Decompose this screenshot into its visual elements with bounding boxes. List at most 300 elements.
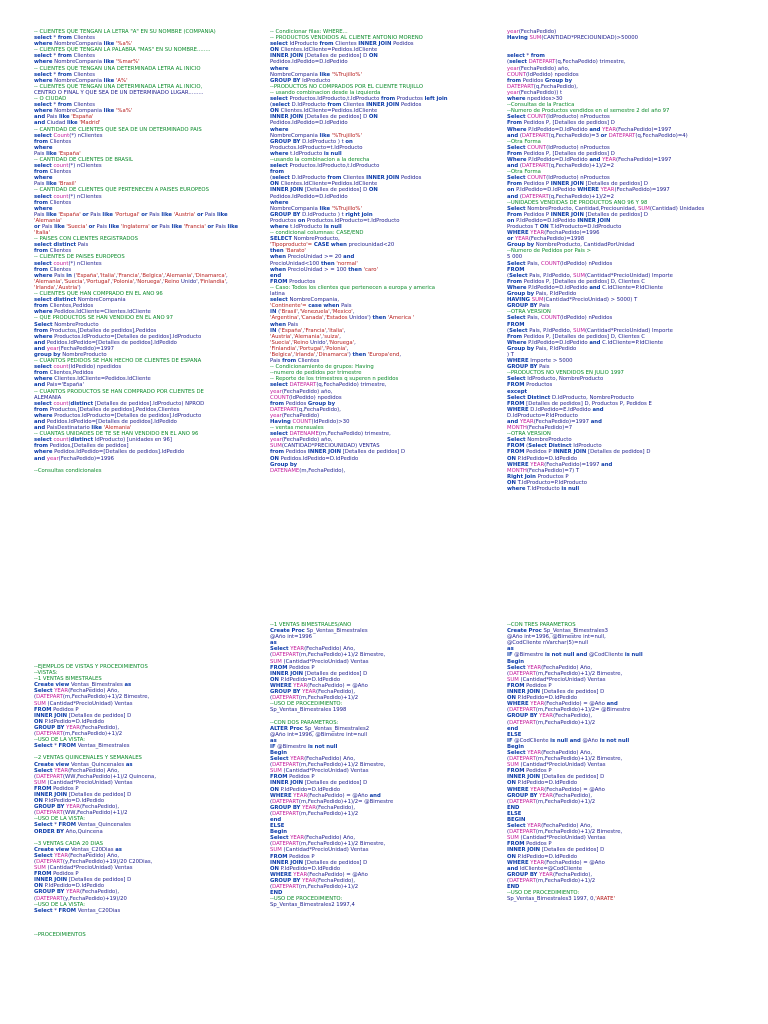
code-line: select * from [507,53,545,60]
code-line: --2 VENTAS QUINCENALES Y SEMANALES [34,755,142,762]
code-line: and PaisDestinatario like 'Alemania' [34,425,132,432]
code-line: --EJEMPLOS DE VISTAS Y PROCEDIMIENTOS [34,664,148,670]
code-line: PrecioUnidad<100 then 'normal' [270,260,358,267]
code-line: Productos.IdProducto=t.IdProducto [270,144,363,151]
code-line: IN ('Brasil','Venezuela','Mexico', [270,309,355,316]
code-line: MONTH(FechaPedido)=7) T [507,467,580,474]
code-line: From Pedidos P INNER JOIN [Detalles de pedidos] D [507,211,648,218]
code-line: Select YEAR(FechaPedido) Año, [34,852,120,859]
code-line: select * from Clientes [34,35,95,42]
code-line: Begin [507,658,525,665]
code-line: Sp_Ventas_Bimestrales2 1997,4 [270,902,355,909]
code-line: (DATEPART(m,FechaPedido)+1)/2= @Bimestre [270,798,394,805]
code-line: --OTRA VERSION [507,431,551,438]
code-line: and (DATEPART(q,FechaPedido)+1)/2=2 [507,163,615,170]
code-line: and Ciudad like 'Madrid' [34,120,101,127]
code-line: ON Clientes.IdCliente=Pedidos.IdCliente [270,181,378,188]
code-line: Select COUNT(IdProducto) nProductos [507,175,610,182]
code-line: GROUP BY D.IdProducto ) t right join [270,211,373,218]
code-line: ON P.IdPedido=D.IdPedido [34,883,105,890]
code-line: GROUP BY YEAR(FechaPedido), [507,792,593,799]
code-line: END [270,890,283,897]
code-line: 'Alemania','Suecia','Portugal','Polonia','Noruega','Reino Unido','Finlandia', [34,278,228,285]
code-line: Select NombreProducto [507,437,572,444]
code-line: FROM Productos [270,278,316,285]
code-line: Select YEAR(FechaPedido) Año, [507,664,593,671]
code-line: SUM (Cantidad*PrecioUnidad) Ventas [270,847,369,854]
code-line: ELSE [270,823,285,830]
code-line: --USO DE LA VISTA: [34,816,86,823]
code-line: -- CLIENTES QUE TENGAN LA LETRA "A" EN SU NOMBRE (COMPAÑIA) [34,29,216,35]
code-line: from Clientes [34,248,72,255]
code-line: -- Reporte de los trimestres q superen n pedidos [270,376,399,383]
code-line: WHERE YEAR(FechaPedido) = @Año and [507,701,618,708]
code-line: Having SUM(CANTIDAD*PRECIOUNIDAD)>50000 [507,35,638,42]
code-column-1 [34,29,270,474]
code-line: (DATEPART(m,FechaPedido)+1)/2 Bimestre, [507,829,623,836]
code-line: and IdCliente=@CodCliente [507,865,582,872]
code-line: as [270,737,277,744]
code-line: (DATEPART(m,FechaPedido)+1)/2 [270,884,359,891]
code-line: Create Proc Sp_Ventas_Bimestrales3 [507,628,609,635]
code-line: group by NombreProducto [34,351,107,358]
code-line: -- condicional columnas: CASE/END [270,230,364,237]
code-line: SUM (Cantidad*PrecioUnidad) Ventas [507,762,606,769]
code-line: select distinct Pais [34,242,89,249]
code-line: -- CUANTOS PRODUCTOS SE HAN COMPRADO POR CLIENTES DE [34,388,204,395]
code-line: where NombreCompania like 'A%' [34,77,128,84]
code-line: HAVING SUM(Cantidad*PrecioUnidad) > 5000) T [507,297,638,304]
code-line: Group by [270,461,298,468]
code-line: WHERE D.IdPedido=E.IdPedido and [507,406,604,413]
code-line: ALEMANIA [34,394,62,401]
code-line: Where P.IdPedido=D.IdPedido and C.IdCliente=P.IdCliente [507,339,664,346]
code-line: Select IdProducto, NombreProducto [507,376,604,383]
code-line: Select YEAR(FechaPedido) Año, [270,835,356,842]
code-line: (select DATEPART(q,FechaPedido) trimestre, [507,59,626,66]
code-line: (DATEPART(m,FechaPedido)+1)/2 Bimestre, [507,756,623,763]
code-line: where Productos.IdProducto=[Detalles de pedidos].IdProducto [34,333,202,340]
code-line: year(FechaPedido) [270,412,320,419]
code-line: ALTER Proc Sp_Ventas_Bimestrales2 [270,725,370,732]
code-line: and YEAR(FechaPedido)=1997 and [507,419,602,425]
code-line: Select NombreProducto [34,321,99,328]
code-line: ON P.IdPedido=D.IdPedido [507,780,578,787]
code-line: Select Distinct D.IdProducto, NombreProducto [507,394,634,401]
code-line: (DATEPART(m,FechaPedido)+1)/2 Bimestre, [270,841,386,848]
code-line: GROUP BY Pais [507,364,550,371]
code-line: Create Proc Sp_Ventas_Bimestrales [270,628,368,635]
code-line: ELSE [507,810,522,817]
code-line: INNER JOIN [Detalles de pedidos] D ON [270,187,378,194]
code-line: DATENAME(m,FechaPedido), [270,467,346,474]
code-line: FROM Pedidos P [34,706,79,713]
code-line: Right Join Productos P [507,473,569,480]
code-line: from Pedidos Group by [507,77,573,84]
code-line: (DATEPART(m,FechaPedido)+1)/2 [270,695,359,702]
code-line: Select YEAR(FechaPedido) Año, [270,756,356,763]
code-line: --Numero de Productos vendidos en el semestre 2 del año 97 [507,108,670,115]
code-line: Select Pais, COUNT(IdPedido) nPedidos [507,315,613,322]
code-column-5 [270,622,502,908]
code-line: --USO DE PROCEDIMIENTO: [270,701,343,708]
code-line: select count(distinct IdProducto) [unidades en 96] [34,437,172,444]
code-line: Begin [507,743,525,750]
code-line: NombreCompania like '%Trujillo%' [270,132,362,139]
code-line: INNER JOIN [Detalles de pedidos] D ON [270,53,378,60]
code-line: WHERE YEAR(FechaPedido) = @Año [270,871,368,878]
code-column-2 [270,29,502,474]
code-line: D.IdProducto=P.IdProducto [507,412,578,419]
code-line: where [270,65,289,72]
code-line: year(FechaPedido) año, [270,388,333,395]
code-line: WHERE YEAR(FechaPedido) = @Año and [270,792,381,799]
code-line: DATEPART(q,FechaPedido), [507,83,578,90]
code-line: 'Irlanda','Austria') [34,284,81,291]
code-line: Select COUNT(IdProducto) nProductos [507,144,610,151]
code-line: FROM Pedidos P [270,664,315,671]
code-line: -- CANTIDAD DE CLIENTES QUE SEA DE UN DETERMINADO PAIS [34,126,202,133]
code-line: Sp_Ventas_Bimestrales3 1997, 0,'ARATE' [507,896,615,903]
code-line: select NombreCompania, [270,297,340,304]
code-line: IF @CodCliente is null and @Año is not null [507,737,630,744]
code-line: WHERE YEAR(FechaPedido) = @Año [270,682,368,689]
code-line: 'Italia' [34,230,50,237]
code-line: -- CLIENTES QUE TENGAN UNA DETERMINADA LETRA AL INICIO, [34,83,203,90]
code-line: INNER JOIN [Detalles de pedidos] D [270,859,368,866]
code-line: (DATEPART(y,FechaPedido)+19)/20 C20Dias, [34,859,153,865]
code-line: INNER JOIN [Detalles de pedidos] D [270,670,368,677]
code-line: ON P.IdPedido=D.IdPedido [270,676,341,683]
code-line: NombreCompania like '%Trujillo%' [270,205,362,212]
code-line: from Clientes [34,169,72,176]
code-line: Create view Ventas_Quincenales as [34,761,133,768]
code-line: FROM Productos [507,382,553,389]
code-line: FROM [507,321,525,328]
code-line: Select YEAR(FechaPedido) Año, [34,767,120,774]
code-line: --VISTAS: [34,670,58,677]
code-line: except [507,388,528,395]
code-line: INNER JOIN [Detalles de pedidos] D [34,877,132,884]
code-line: -- usando combinacion desde la izquierda [270,89,381,96]
code-line: --CON TRES PARAMETROS [507,622,576,628]
code-line: -- CLIENTES QUE HAN COMPRADO EN EL AÑO 96 [34,291,163,298]
code-line: Pais from Clientes [270,358,320,365]
code-line: ORDER BY Año,Quincena [34,828,103,835]
code-line: -- CUANTOS PEDIDOS SE HAN HECHO DE CLIENTES DE ESPAÑA [34,358,202,365]
code-line: ON P.IdPedido=D.IdPedido [507,695,578,702]
code-line: (DATEPART(m,FechaPedido)+1)/2 Bimestre, [270,652,386,659]
code-line: GROUP BY D.IdProducto ) t on [270,138,353,145]
code-line: (DATEPART(m,FechaPedido)+1)/2 [270,810,359,817]
code-line: (DATEPART(m,FechaPedido)+1)/2 [507,877,596,884]
code-line: (DATEPART(WW,FechaPedido)+1)/2 [34,810,128,817]
code-line: when Pais [270,321,299,328]
code-line: -- CANTIDAD DE CLIENTES QUE PERTENECEN A PAISES EUROPEOS [34,187,209,194]
code-line: (DATEPART(m,FechaPedido)+1)/2 [507,719,596,726]
code-column-3 [507,29,745,492]
code-line: --USO DE LA VISTA: [34,737,86,744]
code-line: SUM (Cantidad*PrecioUnidad) Ventas [507,835,606,842]
code-line: year(FechaPedido)) t [507,89,563,96]
code-line: select count(*) nClientes [34,193,102,200]
code-line: and Pedidos.IdPedido=[Detalles de pedidos].IdPedido [34,419,177,425]
code-line: Create view Ventas_C20Dias as [34,846,122,853]
code-line: where [34,205,53,212]
code-line: where NombreCompania like '%a%' [34,108,133,115]
code-line: select Count(*) nClientes [34,132,103,139]
code-line: END [507,884,520,891]
code-line: Create view Ventas_Bimestrales as [34,682,132,689]
code-line: @Año int=1996 [270,634,313,641]
code-line: WHERE Importe > 5000 [507,358,573,365]
code-line: (Select Pais, P.IdPedido, SUM(Cantidad*PrecioUnidad) Importe [507,327,673,334]
code-line: latina [270,291,285,298]
code-line: SUM (Cantidad*PrecioUnidad) Ventas [34,779,133,786]
code-line: COUNT(IdPedido) npedidos [270,394,342,401]
code-line: INNER JOIN [Detalles de pedidos] D [270,780,368,787]
code-line: GROUP BY YEAR(FechaPedido), [507,871,593,878]
code-line: (DATEPART(m,FechaPedido)+1)/2 [34,731,123,738]
code-line: CENTRO O FINAL Y QUE SEA DE UN DETERMINADO LUGAR......... [34,89,204,96]
code-line: From Pedidos P, [Detalles de pedidos] D [507,120,615,127]
code-line: where T.IdProducto is null [507,486,580,493]
code-line: FROM Pedidos P [507,841,552,848]
code-line: (DATEPART(m,FechaPedido)+1)/2 Bimestre, [34,694,150,701]
code-line: where t.IdProducto is null [270,150,342,157]
code-line: Pais like 'Brasil' [34,181,77,188]
code-line: -- CLIENTES QUE TENGAN UNA DETERMINADA LETRA AL INICIO [34,65,201,72]
code-line: and (DATEPART(q,FechaPedido)+1)/2=2 [507,193,615,200]
code-line: -- QUE PRODUCTOS SE HAN VENDIDO EN EL AÑO 97 [34,315,174,322]
code-line: DATEPART(q,FechaPedido), [270,406,341,413]
code-line: Where P.IdPedido=D.IdPedido and YEAR(FechaPedido)=1997 [507,126,672,133]
code-line: and Pais like 'España' [34,114,94,121]
code-line: Group by NombreProducto, CantidadPorUnidad [507,242,635,249]
code-line: NombreCompania like '%Trujillo%' [270,71,362,78]
code-line: @CodCliente nVarchar(5)=null [507,640,589,647]
code-line: and Pais='España' [34,382,84,389]
code-line: --CON DOS PARAMETROS: [270,719,339,726]
code-line: where [34,144,53,151]
code-line: where Pais in ('España','Italia','Francia','Belgica','Alemania','Dinamarca', [34,272,228,279]
code-line: from Pedidos INNER JOIN [Detalles de pedidos] D [270,449,406,456]
code-line: select * from Clientes [34,53,95,60]
code-line: then 'Barato' [270,248,306,255]
code-line: FROM [507,266,525,273]
code-line: when PrecioUnidad >= 20 and [270,254,355,261]
code-line: Select * FROM Ventas_Bimestrales [34,743,130,750]
code-line: ON Clientes.IdCliente=Pedidos.IdCliente [270,47,378,54]
code-line: year(FechaPedido) año, [507,65,570,72]
code-line: Select YEAR(FechaPedido) Año, [34,688,120,695]
code-line: select count(*) nClientes [34,163,102,170]
code-line: GROUP BY YEAR(FechaPedido), [34,889,120,896]
code-line: ON P.IdPedido=D.IdPedido [270,865,341,872]
code-line: where NombreCompania like '%mar%' [34,59,140,66]
code-line: select Productos.IdProducto,t.IdProducto [270,163,380,170]
code-line: where t.IdProducto is null [270,224,342,230]
code-line: end [270,817,282,823]
code-line: --numero de pedidos por trimestre [270,370,362,377]
code-line: GROUP BY YEAR(FechaPedido), [507,713,593,720]
code-line: SUM (Cantidad*PrecioUnidad) Ventas [34,700,133,707]
code-line: --1 VENTAS BIMESTRALES/AÑO [270,622,352,628]
code-line: ON Pedidos.IdPedido=D.IdPedido [270,455,359,462]
code-line: select distinct NombreCompania [34,297,126,304]
code-line: when PrecioUnidad > = 100 then 'caro' [270,266,378,273]
code-line: -- ventas mensuales [270,425,324,432]
code-line: Select COUNT(IdProducto) nProductos [507,114,610,121]
code-line: From Pedidos P, [Detalles de pedidos] D [507,150,615,157]
code-line: select * from Clientes [34,71,95,78]
code-line: From Pedidos P, [Detalles de pedidos] D, Clientes C [507,278,645,285]
code-line: From Pedidos P INNER JOIN [Detalles de pedidos] D [507,181,648,188]
code-line: @Año int=1996, @Bimestre int=null, [507,634,606,641]
code-line: -- CLIENTES DE PAISES EUROPEOS [34,254,125,261]
code-line: from Clientes [34,138,72,145]
code-line: WHERE YEAR(FechaPedido) = @Año [507,786,605,793]
code-line: Select NombreProducto, Cantidad,Preciounidad, SUM(Cantidad) Unidades [507,205,705,212]
code-line: --3 VENTAS CADA 20 DIAS [34,840,103,847]
code-line: --Consultas de la Practica [507,102,575,109]
code-line: END [507,804,520,811]
code-line: Select YEAR(FechaPedido) Año, [270,646,356,653]
code-line: ON P.IdPedido=D.IdPedido [34,718,105,725]
code-line: (DATEPART(m,FechaPedido)+1)/2 Bimestre, [270,762,386,769]
code-line: Pedidos.IdPedido=D.IdPedido [270,59,348,66]
code-line: --USO DE PROCEDIMIENTO: [507,890,580,897]
code-line: 'Finlandia','Portugal','Polonia', [270,345,349,352]
code-line: 'Alemania' [34,217,62,224]
code-line: 'Suecia','Reino Unido','Noruega', [270,339,356,346]
code-line: Sp_Ventas_Bimestrales 1998 [270,707,347,714]
code-line: select DATEPART(q,FechaPedido) trimestre, [270,382,387,389]
code-line: where Clientes.IdCliente=Pedidos.IdCliente [34,376,151,383]
code-line: 'Continente'= case when Pais [270,303,352,310]
code-line: INNER JOIN [Detalles de pedidos] D [507,689,605,696]
code-line: 'Tipoproducto'= CASE when preciounidad<20 [270,242,395,249]
code-line: IF @Bimestre is not null and @CodCliente is null [507,652,643,659]
code-line: select count(*) nClientes [34,260,102,267]
code-line: SELECT NombreProducto, [270,236,340,243]
code-line: where Pedidos.IdCliente=Clientes.IdCliente [34,309,151,316]
code-line: FROM Pedidos P [34,871,79,878]
code-line: (select D.IdProducto from Clientes INNER JOIN Pedidos [270,102,422,109]
code-line: -- O CIUDAD [34,96,67,103]
code-line: ON P.IdPedido=D.IdPedido [34,798,105,805]
code-line: Begin [270,749,288,756]
code-line: select DATENAME(m,FechaPedido) trimestre, [270,431,391,438]
code-line: from Clientes [34,266,72,273]
code-line: on P.IdPedido=D.IdPedido WHERE YEAR(FechaPedido)=1997 [507,187,670,194]
code-line: from [270,169,285,176]
code-line: WHERE YEAR(FechaPedido)=1997 and [507,461,613,468]
code-line: SUM (Cantidad*PrecioUnidad) Ventas [507,676,606,683]
code-line: INNER JOIN [Detalles de pedidos] D [34,791,132,798]
code-line: --Otra Forma [507,169,541,176]
code-line: GROUP BY YEAR(FechaPedido), [270,689,356,696]
code-line: GROUP BY YEAR(FechaPedido), [34,804,120,811]
code-line: BEGIN [507,817,526,823]
code-line: @Año int=1996, @Bimestre int=null [270,731,368,738]
code-column-4 [34,664,262,938]
code-line: FROM Pedidos P [507,768,552,775]
code-line: from Clientes,Pedidos [34,303,94,310]
code-line: where Pedidos.IdPedido=[Detalles de pedidos].IdPedido [34,449,185,456]
code-line: --PRODUCTOS NO VENDIDOS EN JULIO 1997 [507,370,624,377]
code-line: select count(distinct [Detalles de pedidos].IdProducto) NPROD [34,400,205,407]
code-line: or Pais like 'Suecia' or Pais like 'Inglaterra' or Pais like 'Francia' or Pais like [34,224,239,230]
code-line: Select * FROM Ventas_C20Dias [34,907,121,914]
code-line: -- CUANTAS UNIDADES DE TE SE HAN VENDIDO EN EL AÑO 96 [34,431,199,438]
code-line: -- PRODUCTOS VENDIDOS AL CLIENTE ANTONIO MORENO [270,35,423,42]
code-line: WHERE YEAR(FechaPedido)=1996 [507,230,600,237]
code-line: FROM Pedidos P [270,774,315,781]
code-line: --UNIDADES VENDIDAS DE PRODUCTOS AÑO 96 Y 98 [507,199,648,206]
code-line: WHERE YEAR(FechaPedido) = @Año [507,859,605,866]
code-line: where NombreCompania like '%a%' [34,41,133,48]
code-line: IN ('España','Francia','Italia', [270,327,346,334]
code-line: Pedidos.IdPedido=D.IdPedido [270,193,348,200]
code-line: as [270,640,277,647]
code-line: SUM(CANTIDAD*PRECIOUNIDAD) VENTAS [270,443,380,450]
code-line: select * from Clientes [34,102,95,109]
code-line: FROM Pedidos P [34,785,79,792]
code-line: from Clientes [34,199,72,206]
code-line: from Clientes,Pedidos [34,370,94,377]
code-line: FROM [Detalles de pedidos] D, Productos P, Pedidos E [507,400,652,407]
code-line: INNER JOIN [Detalles de pedidos] D [34,712,132,719]
code-line: COUNT(IdPedido) npedidos [507,71,579,78]
code-line: Having COUNT(IdPedido)>30 [270,419,350,425]
code-line: --PRODUCTOS NO COMPRADOS POR EL CLIENTE TRUJILLO [270,83,424,90]
code-line: Pedidos.IdPedido=D.IdPedido [270,120,348,127]
code-line: year(FechaPedido) [507,29,557,35]
code-line: --USO DE LA VISTA: [34,901,86,908]
code-line: from Productos,[Detalles de pedidos],Pedidos,Clientes [34,406,180,413]
code-line: and year(FechaPedido)=1997 [34,345,114,352]
code-line: FROM Pedidos P [270,853,315,860]
code-line: select count(IdPedido) npedidos [34,364,122,371]
code-line: ON P.IdPedido=D.IdPedido [270,786,341,793]
code-column-6 [507,622,745,902]
code-line: GROUP BY YEAR(FechaPedido), [34,724,120,731]
code-line: SUM (Cantidad*PrecioUnidad) Ventas [34,865,133,872]
code-line: on P.IdPedido=D.IdPedido INNER JOIN [507,217,611,224]
code-line: Select YEAR(FechaPedido) Año, [507,823,593,830]
code-line: Productos on Productos.IdProducto=t.IdProducto [270,217,400,224]
code-line: from Productos,[Detalles de pedidos],Pedidos [34,327,157,334]
code-line: 'Austria','Alemania','suiza', [270,333,341,340]
code-line: where Productos.IdProducto=[Detalles de pedidos].IdProducto [34,412,202,419]
code-line: ELSE [507,731,522,738]
code-line: where [270,126,289,133]
code-line: --usando la combinacion a la derecha [270,156,370,163]
code-line: end [270,272,282,279]
code-line: Group by Pais, P.IdPedido [507,345,577,352]
code-line: from Pedidos Group by [270,400,336,407]
code-line: GROUP BY Pais [507,303,550,310]
code-line: ) T [507,351,515,358]
code-line: as [507,646,514,653]
code-line: GROUP BY YEAR(FechaPedido), [270,877,356,884]
code-line: Select YEAR(FechaPedido) Año, [507,749,593,756]
code-line: Select * FROM Ventas_Quincenales [34,822,131,829]
code-line: -- Condicionamiento de grupos: Having [270,364,374,371]
code-line: where npedidos>30 [507,96,563,103]
code-line: INNER JOIN [Detalles de pedidos] D ON [270,114,378,121]
